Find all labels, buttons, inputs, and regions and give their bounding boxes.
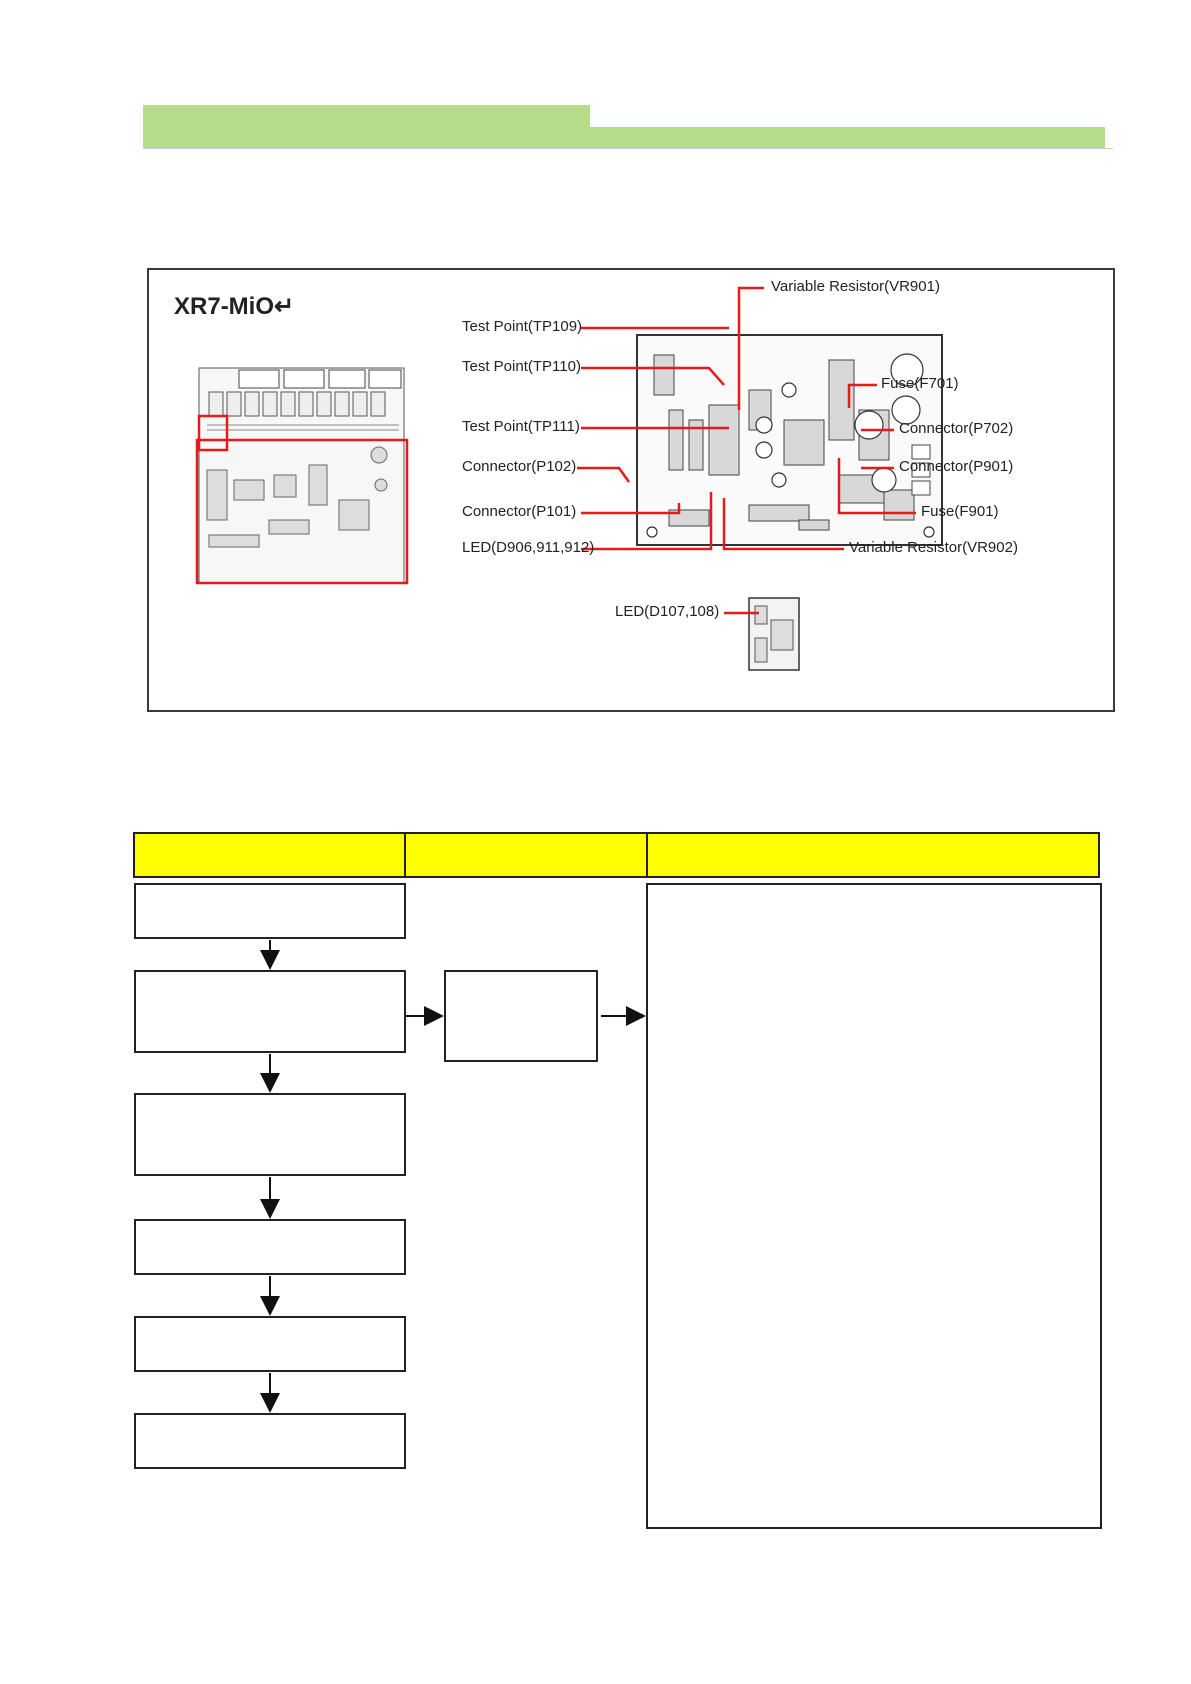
label-p101: Connector(P101) bbox=[462, 503, 577, 520]
label-p702: Connector(P702) bbox=[899, 420, 1014, 437]
label-led-d906: LED(D906,911,912) bbox=[462, 539, 595, 556]
label-p102: Connector(P102) bbox=[462, 458, 577, 475]
figure-title: XR7-MiO↵ bbox=[174, 293, 295, 320]
label-p901: Connector(P901) bbox=[899, 458, 1014, 475]
label-f901: Fuse(F901) bbox=[921, 503, 999, 520]
label-vr901: Variable Resistor(VR901) bbox=[771, 278, 940, 295]
label-f701: Fuse(F701) bbox=[881, 375, 959, 392]
label-tp109: Test Point(TP109) bbox=[462, 318, 583, 335]
label-vr902: Variable Resistor(VR902) bbox=[849, 539, 1018, 556]
label-tp110: Test Point(TP110) bbox=[462, 358, 581, 375]
label-led-d107: LED(D107,108) bbox=[615, 603, 720, 620]
label-tp111: Test Point(TP111) bbox=[462, 418, 580, 435]
